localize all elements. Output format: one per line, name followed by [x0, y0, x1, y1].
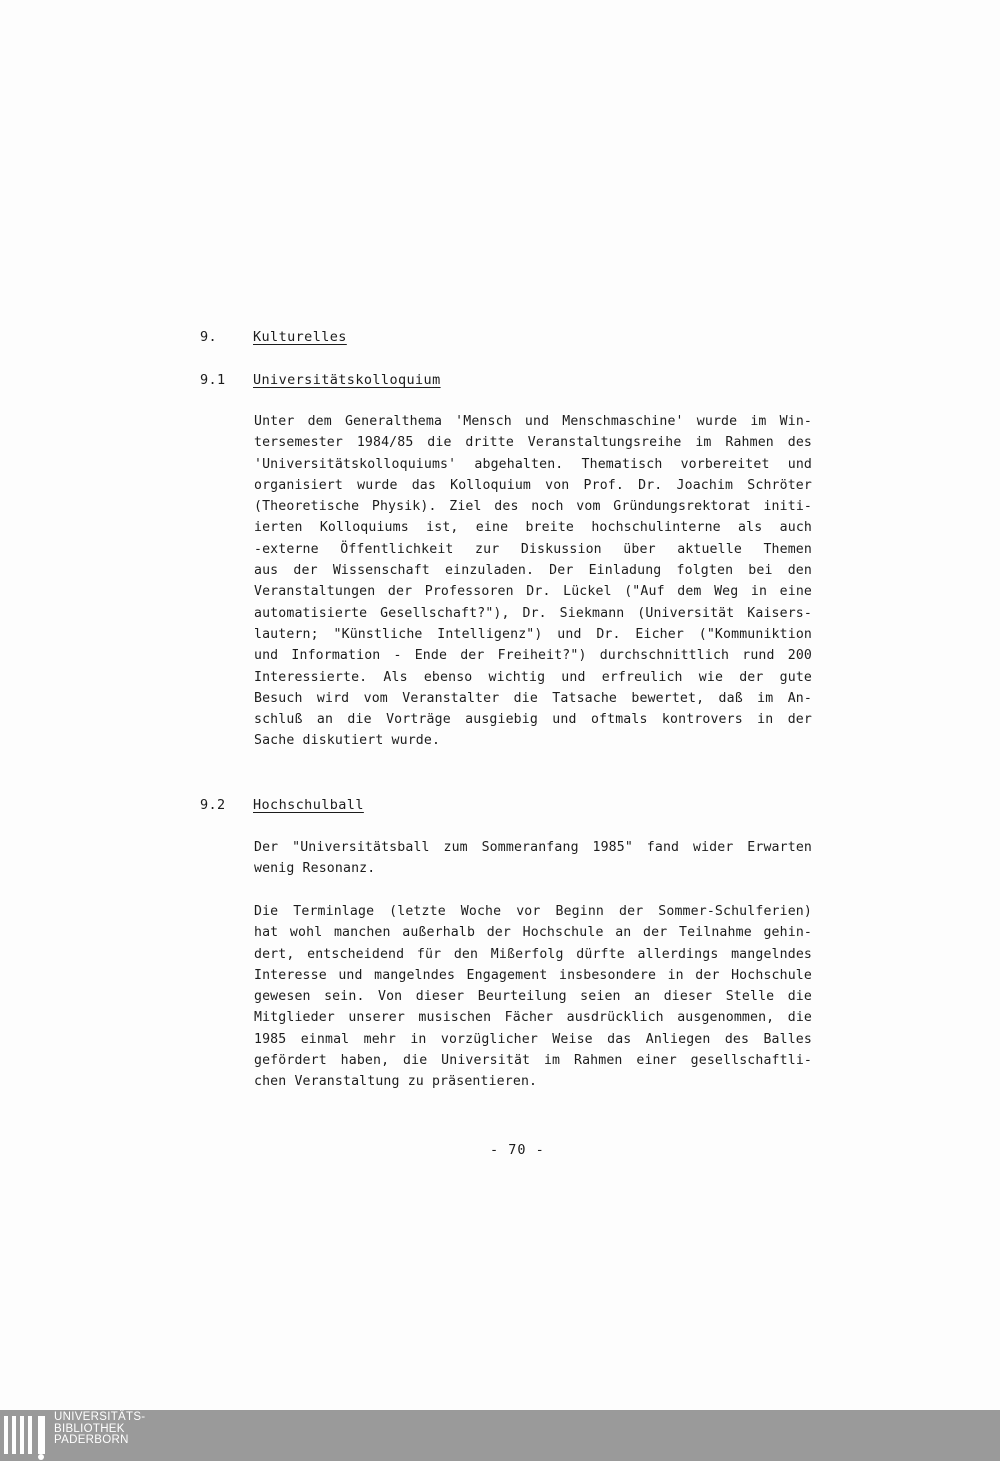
section-number: 9.1 — [200, 372, 226, 388]
text-line: 'Universitätskolloquiums' abgehalten. Thematisch vorbereitet und — [254, 456, 812, 472]
text-line: gewesen sein. Von dieser Beurteilung seien an dieser Stelle die — [254, 989, 812, 1005]
text-line: Die Terminlage (letzte Woche vor Beginn der Sommer-Schulferien) — [254, 904, 812, 919]
paragraph-kolloquium — [254, 411, 812, 752]
paragraph-hochschulball-body — [254, 901, 812, 1093]
text-line: Besuch wird vom Veranstalter die Tatsache bewertet, daß im An- — [254, 690, 812, 706]
section-number: 9.2 — [200, 797, 226, 813]
library-name-line: BIBLIOTHEK — [54, 1422, 125, 1435]
text-line: aus der Wissenschaft einzuladen. Der Einladung folgten bei den — [254, 563, 812, 579]
text-line: Interessierte. Als ebenso wichtig und erfreulich wie der gute — [254, 669, 812, 685]
text-line: automatisierte Gesellschaft?"), Dr. Siekmann (Universität Kaisers- — [254, 605, 812, 621]
text-line: dert, entscheidend für den Mißerfolg dürfte allerdings mangelndes — [254, 946, 812, 962]
text-line: ierten Kolloquiums ist, eine breite hochschulinterne als auch — [254, 520, 812, 536]
text-line: -externe Öffentlichkeit zur Diskussion über aktuelle Themen — [254, 541, 812, 557]
section-title: Universitätskolloquium — [253, 372, 441, 388]
library-name — [54, 1412, 145, 1447]
text-line: Unter dem Generalthema 'Mensch und Menschmaschine' wurde im Win- — [254, 414, 812, 429]
text-line: tersemester 1984/85 die dritte Veranstaltungsreihe im Rahmen des — [254, 435, 812, 451]
logo-dot-icon — [38, 1454, 44, 1460]
text-line: hat wohl manchen außerhalb der Hochschule an der Teilnahme gehin- — [254, 925, 812, 941]
text-line: Mitglieder unserer musischen Fächer ausdrücklich ausgenommen, die — [254, 1010, 812, 1026]
text-line: gefördert haben, die Universität im Rahmen einer gesellschaftli- — [254, 1053, 812, 1069]
library-footer — [0, 1410, 1000, 1461]
text-line: Interesse und mangelndes Engagement insbesondere in der Hochschule — [254, 967, 812, 983]
paragraph-hochschulball-intro — [254, 837, 812, 880]
section-title: Hochschulball — [253, 797, 364, 813]
text-line: Veranstaltungen der Professoren Dr. Lückel ("Auf dem Weg in eine — [254, 584, 812, 600]
text-line: 1985 einmal mehr in vorzüglicher Weise das Anliegen des Balles — [254, 1031, 812, 1047]
library-name-line: PADERBORN — [54, 1434, 129, 1446]
text-line: schluß an die Vorträge ausgiebig und oftmals kontrovers in der — [254, 712, 812, 728]
text-line: (Theoretische Physik). Ziel des noch vom Gründungsrektorat initi- — [254, 499, 812, 515]
text-line: lautern; "Künstliche Intelligenz") und Dr. Eicher ("Kommuniktion — [254, 626, 812, 642]
text-line: chen Veranstaltung zu präsentieren. — [254, 1074, 538, 1090]
text-line: Sache diskutiert wurde. — [254, 733, 441, 749]
text-line: und Information - Ende der Freiheit?") durchschnittlich rund 200 — [254, 648, 812, 664]
text-line: Der "Universitätsball zum Sommeranfang 1985" fand wider Erwarten — [254, 840, 812, 855]
section-number: 9. — [200, 329, 218, 345]
library-name-line: UNIVERSITÄTS- — [54, 1411, 146, 1423]
text-line: organisiert wurde das Kolloquium von Prof. Dr. Joachim Schröter — [254, 477, 812, 493]
page-number: - 70 - — [490, 1142, 545, 1158]
section-title: Kulturelles — [253, 329, 347, 345]
text-line: wenig Resonanz. — [254, 861, 376, 877]
